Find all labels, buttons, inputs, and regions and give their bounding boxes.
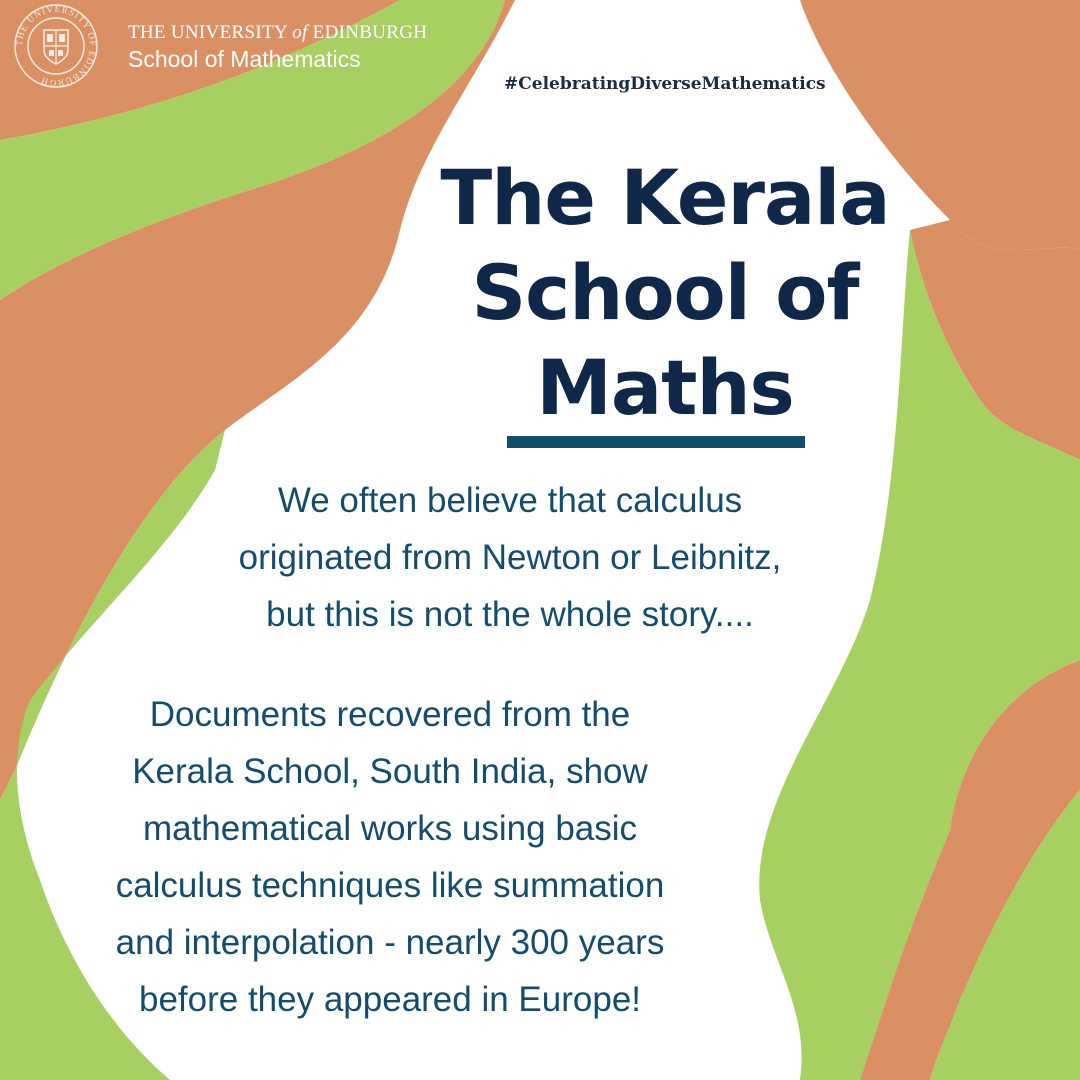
body-line: mathematical works using basic (142, 809, 638, 848)
body-line: calculus techniques like summation (115, 866, 665, 905)
intro-line: originated from Newton or Leibnitz, (238, 538, 782, 577)
university-crest-icon (8, 2, 108, 92)
university-name-pre: THE UNIVERSITY (128, 22, 293, 43)
title-underline (507, 436, 805, 448)
crest-ring-text: THE UNIVERSITY OF EDINBURGH (13, 3, 99, 89)
university-name-post: EDINBURGH (307, 22, 428, 43)
title-line: Maths (536, 343, 794, 432)
university-name-of: of (292, 22, 308, 43)
body-line: and interpolation - nearly 300 years (115, 923, 665, 962)
body-paragraph (40, 686, 740, 1028)
body-line: Kerala School, South India, show (132, 752, 648, 791)
intro-line: We often believe that calculus (277, 481, 743, 520)
page-title (400, 150, 930, 435)
school-name: School of Mathematics (128, 46, 361, 72)
crest-shield-icon (44, 30, 68, 64)
title-line: The Kerala (440, 153, 890, 242)
university-name (128, 22, 427, 44)
intro-paragraph (160, 472, 860, 643)
hashtag: #CelebratingDiverseMathematics (504, 74, 826, 94)
intro-line: but this is not the whole story.... (266, 595, 754, 634)
title-line: School of (471, 248, 859, 337)
body-line: before they appeared in Europe! (138, 980, 642, 1019)
body-line: Documents recovered from the (149, 695, 631, 734)
